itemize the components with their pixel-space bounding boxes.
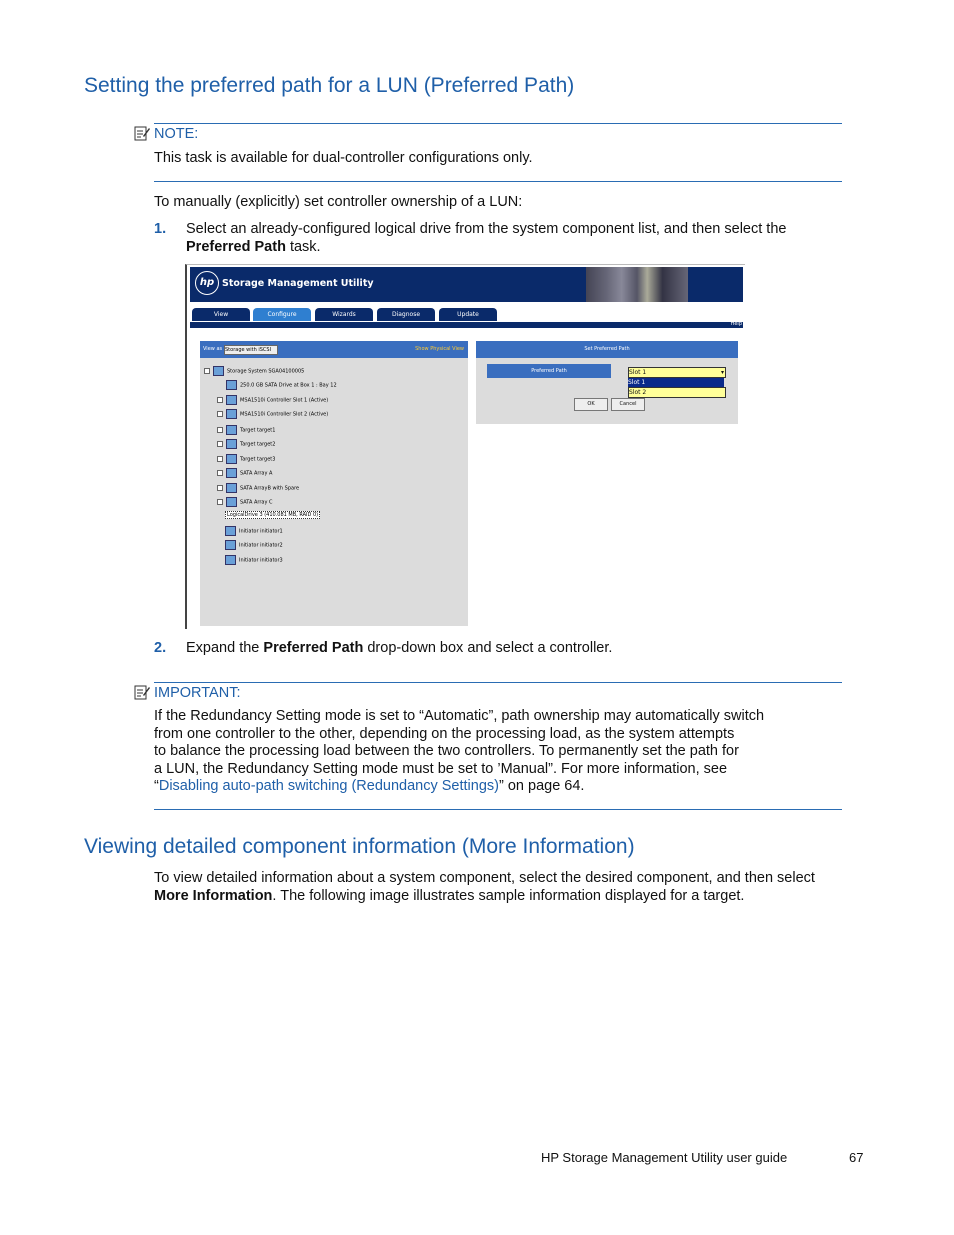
help-link[interactable]: Help: [730, 321, 742, 327]
view-as-label: View as: [203, 346, 223, 352]
tab-view[interactable]: View: [192, 308, 250, 321]
tree-item[interactable]: [225, 526, 283, 536]
step-2-number: 2.: [154, 640, 167, 656]
tree-item[interactable]: [217, 497, 273, 507]
section-2-line-2: [154, 888, 815, 906]
app-title: Storage Management Utility: [222, 278, 374, 289]
nav-line: [190, 322, 743, 328]
important-line: If the Redundancy Setting mode is set to “Automatic”, path ownership may automatically switch: [154, 708, 765, 724]
tree-item[interactable]: [226, 380, 337, 390]
preferred-path-panel: [476, 341, 738, 424]
step-1-text-a: Select an already-configured logical drive from the system component list, and then select the: [186, 221, 787, 237]
important-text: [154, 708, 794, 796]
controller-icon: [226, 395, 237, 405]
panel-title: Set Preferred Path: [584, 346, 630, 352]
select-value: Slot 1: [629, 369, 647, 376]
important-line: from one controller to the other, depending on the processing load, as the system attempts: [154, 725, 735, 742]
step-1-number: 1.: [154, 221, 167, 237]
expand-icon: [217, 427, 223, 433]
dropdown-option-1[interactable]: Slot 1: [628, 378, 724, 387]
tree-item-selected[interactable]: [225, 511, 320, 519]
chevron-down-icon: ▾: [720, 369, 724, 376]
dropdown-option-2[interactable]: Slot 2: [628, 387, 726, 398]
expand-icon: [217, 485, 223, 491]
target-icon: [226, 439, 237, 449]
step-2-text-b: drop-down box and select a controller.: [363, 640, 613, 656]
note-label: NOTE:: [154, 126, 199, 142]
note-icon: [134, 125, 150, 141]
important-top-rule: [154, 682, 842, 683]
app-screenshot: [185, 264, 745, 629]
tree-item-label: Initiator initiator3: [239, 557, 283, 564]
important-line: to balance the processing load between the two controllers. To permanently set the path for: [154, 743, 739, 759]
tree-item-label: SATA ArrayB with Spare: [240, 485, 300, 492]
drive-icon: [226, 380, 237, 390]
footer-guide-title: HP Storage Management Utility user guide: [541, 1150, 788, 1165]
tree-item-label: SATA Array A: [240, 470, 273, 477]
important-icon: [134, 684, 150, 700]
hp-logo: hp: [195, 271, 219, 295]
app-banner: [190, 267, 743, 302]
section-heading-2: Viewing detailed component information (More Information): [84, 835, 635, 858]
tree-item[interactable]: [217, 439, 275, 449]
target-icon: [226, 425, 237, 435]
preferred-path-select[interactable]: [628, 367, 726, 378]
expand-icon: [217, 456, 223, 462]
tree-item-label: Storage System SGA04100005: [227, 368, 305, 375]
tree-item[interactable]: [217, 395, 328, 405]
ok-button[interactable]: OK: [574, 398, 608, 411]
cancel-button[interactable]: Cancel: [611, 398, 645, 411]
important-label: IMPORTANT:: [154, 685, 241, 701]
tree-item-label: Initiator initiator1: [239, 528, 283, 535]
tree-item[interactable]: [217, 454, 275, 464]
step-2-text-a: Expand the: [186, 640, 264, 656]
page-ref: ” on page 64.: [498, 778, 585, 794]
initiator-icon: [225, 540, 236, 550]
controller-icon: [226, 409, 237, 419]
section-2-line-2-rest: . The following image illustrates sample information displayed for a target.: [272, 887, 745, 904]
expand-icon: [217, 411, 223, 417]
tree-item[interactable]: [225, 540, 283, 550]
tree-item[interactable]: [225, 555, 283, 565]
array-icon: [226, 483, 237, 493]
tree-item[interactable]: [217, 425, 275, 435]
component-tree-panel: [200, 341, 468, 626]
redundancy-settings-link[interactable]: Disabling auto-path switching (Redundancy Settings): [158, 778, 499, 794]
target-icon: [226, 454, 237, 464]
important-line: [154, 778, 794, 796]
step-1-bold: Preferred Path: [186, 238, 286, 255]
view-as-select[interactable]: Storage with iSCSI: [224, 345, 278, 355]
tab-update[interactable]: Update: [439, 308, 497, 321]
expand-icon: [217, 499, 223, 505]
storage-icon: [213, 366, 224, 376]
tree-item[interactable]: [217, 468, 272, 478]
tree-item-label: Target target2: [240, 441, 276, 448]
tree-panel-header: [200, 341, 468, 358]
tree-item-label: MSA1510i Controller Slot 2 (Active): [240, 411, 329, 418]
initiator-icon: [225, 555, 236, 565]
step-1-text: [186, 221, 846, 256]
tree-item-label: 250.0 GB SATA Drive at Box 1 : Bay 12: [240, 382, 337, 389]
note-bottom-rule: [154, 181, 842, 182]
section-2-text: [154, 870, 815, 905]
array-icon: [226, 468, 237, 478]
tab-bar: [190, 307, 743, 323]
tree-item-label: Target target1: [240, 427, 276, 434]
intro-text: To manually (explicitly) set controller ownership of a LUN:: [154, 194, 523, 210]
preferred-path-label: Preferred Path: [487, 364, 611, 378]
step-2-text: [186, 640, 612, 658]
array-icon: [226, 497, 237, 507]
tree-item-label: LogicalDrive 3 (410.081 MB, RAID 0): [227, 512, 319, 518]
tab-diagnose[interactable]: Diagnose: [377, 308, 435, 321]
open-quote: “: [154, 778, 159, 794]
tree-item-label: SATA Array C: [240, 499, 273, 506]
tree-item[interactable]: [217, 483, 299, 493]
tab-configure[interactable]: Configure: [253, 308, 311, 321]
step-1-text-b: task.: [285, 238, 321, 255]
important-line: a LUN, the Redundancy Setting mode must be set to ’Manual”. For more information, see: [154, 760, 728, 777]
note-top-rule: [154, 123, 842, 124]
note-text: This task is available for dual-controller configurations only.: [154, 150, 533, 166]
expand-icon: [217, 441, 223, 447]
page-number: 67: [849, 1150, 864, 1165]
tree-item-label: Target target3: [240, 456, 276, 463]
section-2-line-1: To view detailed information about a system component, select the desired component, and then select: [154, 870, 815, 886]
step-2-bold: Preferred Path: [263, 640, 364, 656]
initiator-icon: [225, 526, 236, 536]
tree-item-label: MSA1510i Controller Slot 1 (Active): [240, 397, 329, 404]
more-information-bold: More Information: [154, 887, 273, 904]
banner-photo: [586, 267, 688, 302]
tree-item-label: Initiator initiator2: [239, 542, 283, 549]
tree-item[interactable]: [217, 409, 328, 419]
tree-item[interactable]: [204, 366, 304, 376]
show-physical-view-link[interactable]: Show Physical View: [415, 346, 464, 352]
section-heading: Setting the preferred path for a LUN (Preferred Path): [84, 74, 575, 97]
important-bottom-rule: [154, 809, 842, 810]
expand-icon: [217, 470, 223, 476]
expand-icon: [217, 397, 223, 403]
expand-icon: [204, 368, 210, 374]
panel-header: [476, 341, 738, 358]
tab-wizards[interactable]: Wizards: [315, 308, 373, 321]
